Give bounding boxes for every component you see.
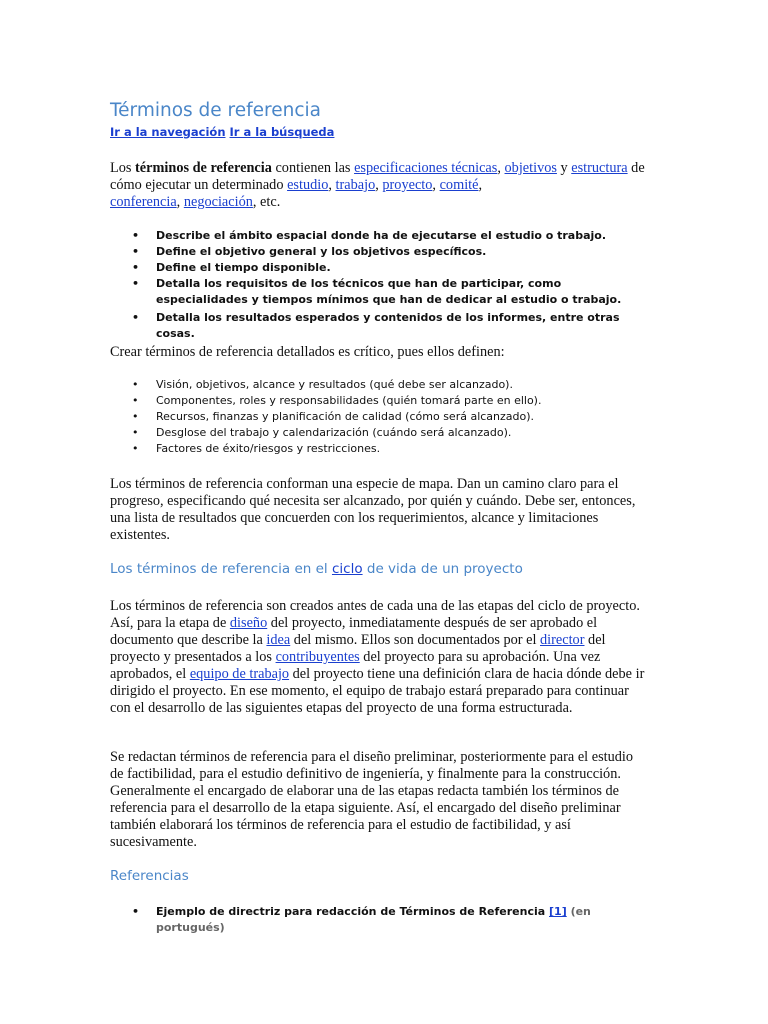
list-item: • Detalla los requisitos de los técnicos que han de participar, como especialidades y tiempos mínimos que han de dedicar al estudio o trabajo.	[132, 277, 622, 306]
list-item: • Visión, objetivos, alcance y resultados (qué debe ser alcanzado).	[132, 378, 513, 391]
link-proyecto[interactable]: proyecto	[382, 177, 433, 193]
list-item: • Factores de éxito/riesgos y restricciones.	[132, 442, 381, 455]
link-ciclo[interactable]: ciclo	[331, 561, 363, 577]
list-item: • Describe el ámbito espacial donde ha de ejecutarse el estudio o trabajo.	[132, 229, 607, 242]
link-equipo-de-trabajo[interactable]: equipo de trabajo	[189, 666, 290, 682]
crear-paragraph: Crear términos de referencia detallados es crítico, pues ellos definen:	[110, 344, 505, 360]
link-estudio[interactable]: estudio	[287, 177, 329, 193]
list-item: • Desglose del trabajo y calendarización (cuándo será alcanzado).	[132, 426, 512, 439]
reference-link[interactable]: [1]	[549, 905, 567, 918]
list-item: • Componentes, roles y responsabilidades (quién tomará parte en ello).	[132, 394, 542, 407]
ciclo-paragraph: Los términos de referencia son creados antes de cada una de las etapas del ciclo de proyecto. Así, para la etapa de diseño del proyecto, inmediatamente después de ser aprobado el documento que describe la idea del mismo. Ellos son documentados por el director del proyecto y presentados a los contribuyentes del proyecto para su aprobación. Una vez aprobados, el equipo de trabajo del proyecto tiene una definición clara de hacia dónde debe ir dirigido el proyecto. En ese momento, el equipo de trabajo estará preparado para continuar con el desarrollo de las siguientes etapas del proyecto de una forma estructurada.	[110, 598, 645, 716]
skip-to-navigation-link[interactable]: Ir a la navegación	[110, 125, 226, 139]
term-bold: términos de referencia	[135, 160, 272, 176]
section-heading-ciclo: Los términos de referencia en el ciclo de vida de un proyecto	[110, 561, 523, 577]
skip-links	[110, 125, 334, 139]
skip-to-search-link[interactable]: Ir a la búsqueda	[229, 125, 335, 139]
list-item: • Define el objetivo general y los objetivos específicos.	[132, 245, 487, 258]
link-contribuyentes[interactable]: contribuyentes	[275, 649, 360, 665]
link-trabajo[interactable]: trabajo	[335, 177, 376, 193]
list-item: • Define el tiempo disponible.	[132, 261, 331, 274]
definitions-list	[110, 377, 650, 457]
link-estructura[interactable]: estructura	[571, 160, 628, 176]
link-objetivos[interactable]: objetivos	[504, 160, 557, 176]
descriptive-list	[110, 228, 650, 342]
references-list	[110, 904, 650, 936]
redactan-paragraph: Se redactan términos de referencia para el diseño preliminar, posteriormente para el estudio de factibilidad, para el estudio definitivo de ingeniería, y finalmente para la construcción. Generalmente el encargado de elaborar una de las etapas redacta también los términos de referencia para el desarrollo de la etapa siguiente. Así, el encargado del diseño preliminar también elaborará los términos de referencia para el estudio de factibilidad, y así sucesivamente.	[110, 749, 634, 850]
link-diseno[interactable]: diseño	[229, 615, 268, 631]
link-negociacion[interactable]: negociación	[183, 194, 253, 210]
reference-language-note: (en portugués)	[156, 905, 591, 934]
link-especificaciones[interactable]: especificaciones técnicas	[354, 160, 498, 176]
section-heading-referencias: Referencias	[110, 868, 189, 884]
link-idea[interactable]: idea	[266, 632, 291, 648]
link-conferencia[interactable]: conferencia	[110, 194, 177, 210]
link-director[interactable]: director	[540, 632, 585, 648]
mapa-paragraph: Los términos de referencia conforman una especie de mapa. Dan un camino claro para el progreso, especificando qué necesita ser alcanzado, por quién y cuándo. Debe ser, entonces, una lista de resultados que concuerden con los requerimientos, alcance y limitaciones existentes.	[110, 476, 636, 543]
link-comite[interactable]: comité	[439, 177, 479, 193]
page-title: Términos de referencia	[110, 100, 321, 121]
list-item: • Detalla los resultados esperados y contenidos de los informes, entre otras cosas.	[132, 311, 620, 340]
intro-paragraph: Los términos de referencia contienen las especificaciones técnicas, objetivos y estructura de cómo ejecutar un determinado estudio, trabajo, proyecto, comité, conferencia, negociación, etc.	[110, 160, 645, 210]
reference-item: • Ejemplo de directriz para redacción de Términos de Referencia [1] (en portugués)	[132, 905, 591, 934]
list-item: • Recursos, finanzas y planificación de calidad (cómo será alcanzado).	[132, 410, 535, 423]
